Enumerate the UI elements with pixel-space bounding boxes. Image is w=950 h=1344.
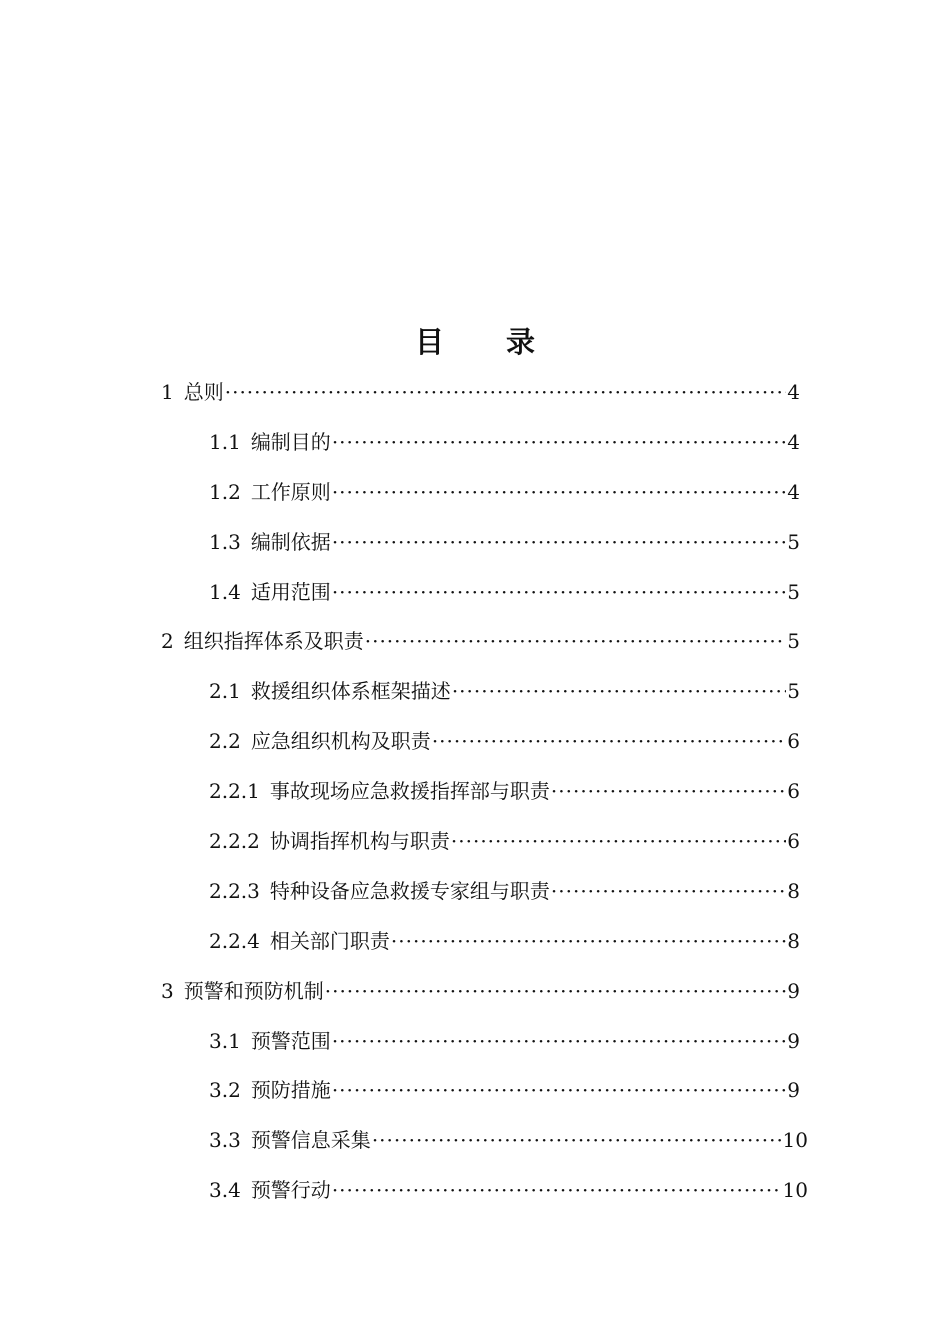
toc-entry-title: 预警范围: [250, 1028, 331, 1053]
toc-entry-page: 9: [787, 1028, 800, 1053]
toc-entry-page: 10: [782, 1128, 808, 1153]
toc-entry-page: 5: [787, 629, 800, 654]
toc-entry-number: 3: [161, 978, 174, 1003]
toc-dot-leader: [332, 478, 786, 506]
toc-dot-leader: [325, 977, 787, 1005]
toc-entry[interactable]: [0, 1115, 950, 1165]
toc-entry-number: 2.2.3: [209, 878, 260, 903]
toc-entry[interactable]: [0, 1016, 950, 1066]
toc-entry-number: 2.2.4: [209, 928, 260, 953]
toc-entry-page: 4: [787, 379, 800, 404]
toc-entry-page: 5: [787, 579, 800, 604]
toc-entry-title: 编制依据: [250, 529, 331, 554]
toc-dot-leader: [365, 627, 787, 655]
toc-entry-page: 6: [787, 779, 800, 804]
toc-dot-leader: [332, 1027, 786, 1055]
toc-dot-leader: [372, 1126, 782, 1154]
table-of-contents: [0, 367, 950, 1215]
toc-entry-number: 3.1: [209, 1028, 241, 1053]
toc-entry-page: 9: [787, 978, 800, 1003]
toc-entry-title: 相关部门职责: [269, 928, 390, 953]
toc-entry-title: 适用范围: [250, 579, 331, 604]
toc-entry-number: 2.2: [209, 729, 241, 754]
toc-entry[interactable]: [0, 916, 950, 966]
toc-entry-title: 预防措施: [250, 1078, 331, 1103]
toc-dot-leader: [551, 777, 786, 805]
toc-entry[interactable]: [0, 616, 950, 666]
toc-entry[interactable]: [0, 367, 950, 417]
toc-entry-title: 预警和预防机制: [183, 978, 324, 1003]
toc-entry-number: 2.2.1: [209, 779, 260, 804]
toc-entry-number: 2.2.2: [209, 828, 260, 853]
toc-entry-page: 4: [787, 479, 800, 504]
toc-entry-page: 5: [787, 529, 800, 554]
toc-entry-number: 2.1: [209, 679, 241, 704]
toc-entry[interactable]: [0, 467, 950, 517]
toc-entry[interactable]: [0, 567, 950, 617]
toc-entry-page: 9: [787, 1078, 800, 1103]
toc-title: 目 录: [414, 325, 562, 359]
toc-entry-title: 特种设备应急救援专家组与职责: [269, 878, 550, 903]
toc-dot-leader: [332, 1076, 786, 1104]
toc-entry-number: 2: [161, 629, 174, 654]
toc-entry[interactable]: [0, 1065, 950, 1115]
toc-entry-title: 总则: [183, 379, 224, 404]
toc-entry-number: 1.2: [209, 479, 241, 504]
toc-dot-leader: [391, 927, 786, 955]
toc-entry-page: 8: [787, 928, 800, 953]
toc-entry-title: 编制目的: [250, 429, 331, 454]
toc-entry-number: 1: [161, 379, 174, 404]
toc-entry-number: 3.3: [209, 1128, 241, 1153]
toc-entry-page: 6: [787, 828, 800, 853]
toc-dot-leader: [452, 677, 786, 705]
toc-entry-page: 10: [782, 1178, 808, 1203]
toc-entry-title: 组织指挥体系及职责: [183, 629, 364, 654]
toc-dot-leader: [332, 528, 786, 556]
toc-entry-number: 1.3: [209, 529, 241, 554]
toc-dot-leader: [451, 827, 786, 855]
toc-entry-page: 5: [787, 679, 800, 704]
toc-entry-title: 事故现场应急救援指挥部与职责: [269, 779, 550, 804]
toc-entry[interactable]: [0, 766, 950, 816]
toc-entry[interactable]: [0, 866, 950, 916]
toc-dot-leader: [332, 1176, 782, 1204]
toc-dot-leader: [432, 727, 786, 755]
toc-entry-title: 预警信息采集: [250, 1128, 371, 1153]
toc-dot-leader: [551, 877, 786, 905]
toc-dot-leader: [225, 378, 787, 406]
toc-entry-number: 1.4: [209, 579, 241, 604]
toc-entry-title: 预警行动: [250, 1178, 331, 1203]
toc-entry-page: 4: [787, 429, 800, 454]
toc-entry[interactable]: [0, 517, 950, 567]
toc-entry-page: 8: [787, 878, 800, 903]
toc-entry-number: 3.2: [209, 1078, 241, 1103]
toc-dot-leader: [332, 428, 786, 456]
toc-entry[interactable]: [0, 816, 950, 866]
toc-entry-page: 6: [787, 729, 800, 754]
toc-entry-number: 3.4: [209, 1178, 241, 1203]
toc-entry[interactable]: [0, 716, 950, 766]
toc-entry-title: 应急组织机构及职责: [250, 729, 431, 754]
toc-entry[interactable]: [0, 666, 950, 716]
toc-entry-title: 协调指挥机构与职责: [269, 828, 450, 853]
toc-entry-title: 工作原则: [250, 479, 331, 504]
toc-entry-title: 救援组织体系框架描述: [250, 679, 451, 704]
toc-entry-number: 1.1: [209, 429, 241, 454]
toc-entry[interactable]: [0, 1165, 950, 1215]
toc-dot-leader: [332, 578, 786, 606]
toc-entry[interactable]: [0, 966, 950, 1016]
toc-entry[interactable]: [0, 417, 950, 467]
